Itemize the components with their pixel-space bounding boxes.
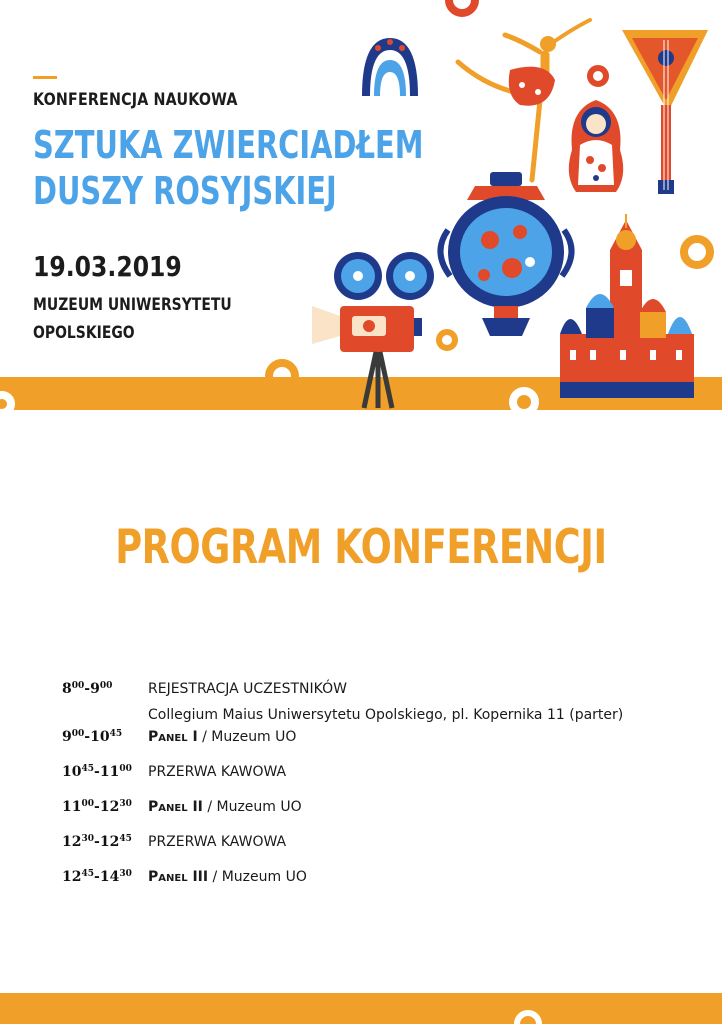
start-minute: 00 [71,681,85,691]
time-range: $12^{45}-14^{30}$ [62,869,132,885]
time-range: $9^{00}-10^{45}$ [62,729,123,745]
schedule-row-coffee-break-2 [62,831,692,866]
start-hour: 10 [62,764,82,780]
balalaika-icon [622,30,708,194]
russian-art-illustration [0,0,722,410]
end-minute: 00 [99,681,113,691]
panel-location: / Muzeum UO [197,729,297,745]
panel-name: Panel II [148,799,203,815]
time-range: $10^{45}-11^{00}$ [62,764,132,780]
schedule-description [148,866,307,888]
start-minute: 00 [81,799,95,809]
start-minute: 00 [71,729,85,739]
start-hour: 8 [62,681,72,697]
start-hour: 12 [62,834,82,850]
end-minute: 30 [119,799,132,809]
schedule-row-panel-1 [62,726,692,761]
start-minute: 45 [81,869,95,879]
time-range: $11^{00}-12^{30}$ [62,799,132,815]
schedule-row-coffee-break-1 [62,761,692,796]
end-hour: 11 [99,764,120,780]
start-hour: 9 [62,729,72,745]
header [0,0,722,410]
schedule-description [148,726,296,748]
start-hour: 12 [62,869,82,885]
end-minute: 45 [109,729,123,739]
venue-line-1: MUZEUM UNIWERSYTETU [33,295,232,315]
ballerina-icon [458,20,590,180]
title-line-2: DUSZY ROSYJSKIEJ [33,169,337,213]
schedule-row-panel-3 [62,866,692,901]
end-hour: 10 [90,729,110,745]
end-hour: 12 [99,799,120,815]
schedule-location: Collegium Maius Uniwersytetu Opolskiego, pl. Kopernika 11 (parter) [148,707,624,723]
time-range: $8^{00}-9^{00}$ [62,681,113,697]
matryoshka-icon [569,100,623,192]
start-minute: 30 [81,834,95,844]
end-hour: 9 [90,681,100,697]
kokoshnik-icon [362,38,418,96]
end-hour: 12 [99,834,120,850]
panel-location: / Muzeum UO [202,799,302,815]
footer-orange-band [0,993,722,1024]
end-minute: 00 [119,764,132,774]
panel-name: Panel I [148,729,198,745]
samovar-icon [440,172,571,336]
schedule-title: PRZERWA KAWOWA [148,764,287,780]
end-minute: 45 [119,834,132,844]
end-minute: 30 [119,869,132,879]
program-schedule [62,678,692,901]
title-line-1: SZTUKA ZWIERCIADŁEM [33,123,424,167]
schedule-row-panel-2 [62,796,692,831]
schedule-title: REJESTRACJA UCZESTNIKÓW [148,681,347,697]
film-camera-icon [312,252,434,408]
conference-label: KONFERENCJA NAUKOWA [33,90,238,110]
schedule-description [148,796,302,818]
panel-location: / Muzeum UO [208,869,307,885]
st-basils-cathedral-icon [560,214,694,398]
schedule-description [148,678,623,726]
schedule-row-registration [62,678,692,726]
start-minute: 45 [81,764,95,774]
start-hour: 11 [62,799,82,815]
schedule-title: PRZERWA KAWOWA [148,834,287,850]
conference-date: 19.03.2019 [33,250,182,283]
venue-line-2: OPOLSKIEGO [33,323,135,343]
panel-name: Panel III [148,869,209,885]
program-title: PROGRAM KONFERENCJI [115,520,607,575]
end-hour: 14 [99,869,120,885]
time-range: $12^{30}-12^{45}$ [62,834,132,850]
decorative-rings-icon [0,993,722,1024]
